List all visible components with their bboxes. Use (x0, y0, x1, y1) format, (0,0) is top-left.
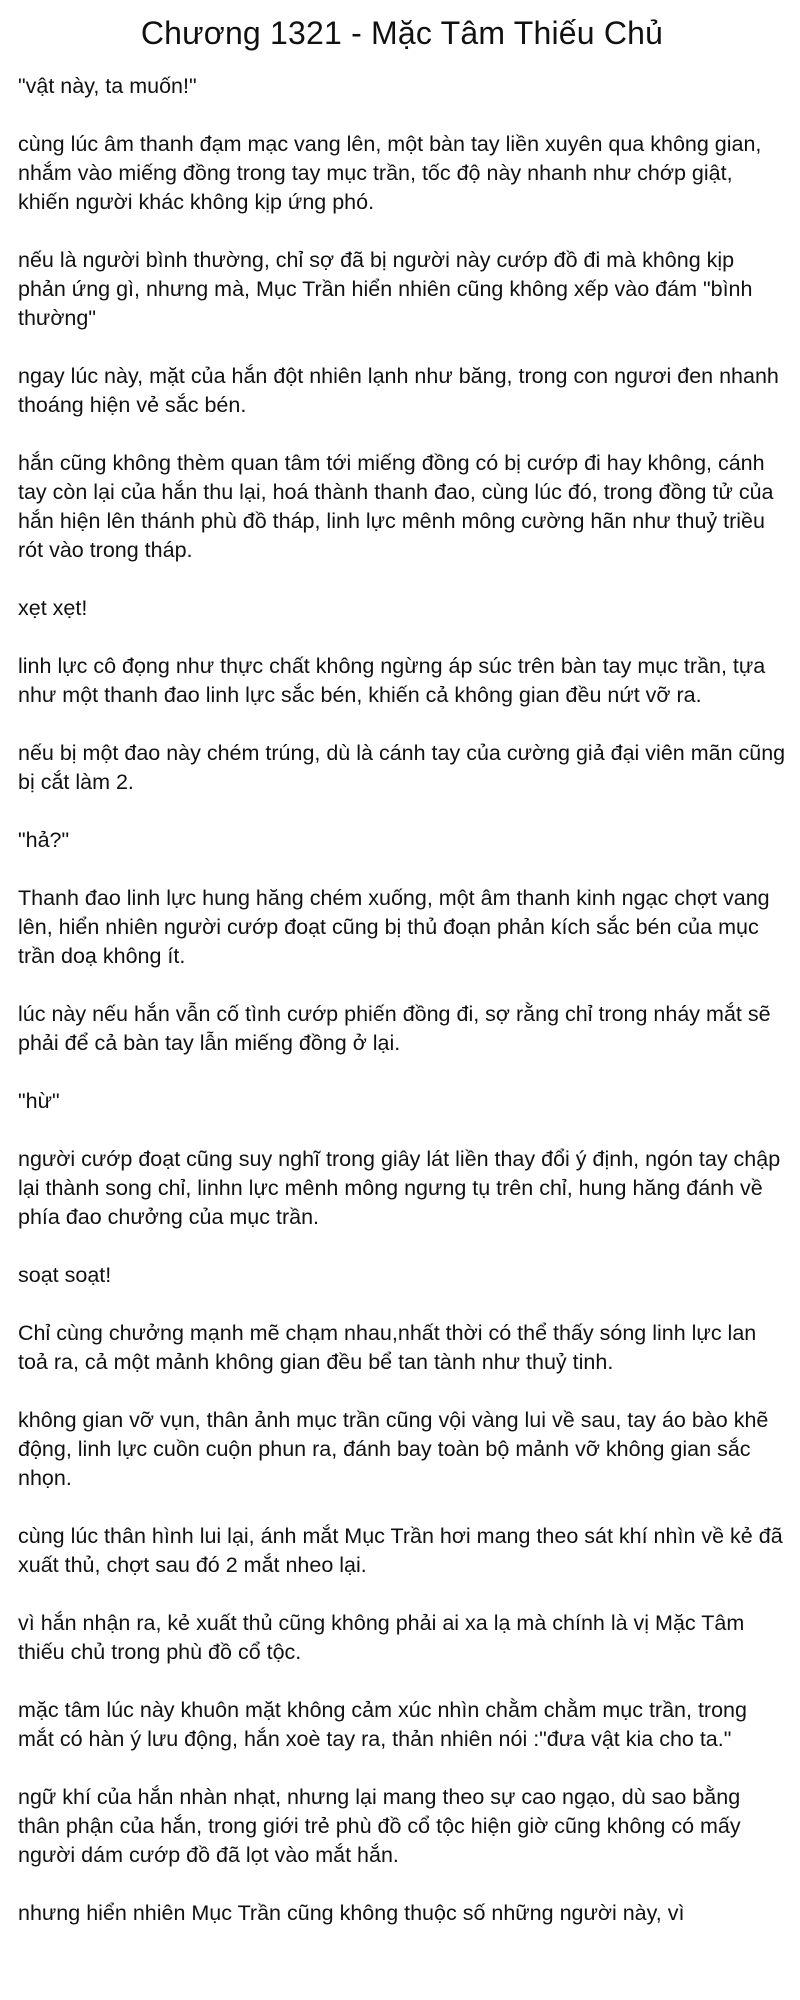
paragraph: soạt soạt! (18, 1263, 112, 1287)
paragraph: "hả?" (18, 828, 70, 852)
paragraph: cùng lúc âm thanh đạm mạc vang lên, một bàn tay liền xuyên qua không gian, nhắm vào miếng đồng trong tay mục trần, tốc độ này nhanh như chớp giật, khiến người khác không kịp ứng phó. (18, 132, 762, 214)
paragraph: Chỉ cùng chưởng mạnh mẽ chạm nhau,nhất thời có thể thấy sóng linh lực lan toả ra, cả một mảnh không gian đều bể tan tành như thuỷ tinh. (18, 1321, 757, 1374)
paragraph: cùng lúc thân hình lui lại, ánh mắt Mục Trần hơi mang theo sát khí nhìn về kẻ đã xuất thủ, chợt sau đó 2 mắt nheo lại. (18, 1524, 783, 1577)
paragraph: xẹt xẹt! (18, 596, 88, 620)
paragraph: "hừ" (18, 1089, 60, 1113)
paragraph: vì hắn nhận ra, kẻ xuất thủ cũng không phải ai xa lạ mà chính là vị Mặc Tâm thiếu chủ trong phù đồ cổ tộc. (18, 1611, 745, 1664)
paragraph: nhưng hiển nhiên Mục Trần cũng không thuộc số những người này, vì (18, 1901, 685, 1925)
paragraph: không gian vỡ vụn, thân ảnh mục trần cũng vội vàng lui về sau, tay áo bào khẽ động, linh lực cuồn cuộn phun ra, đánh bay toàn bộ mảnh vỡ không gian sắc nhọn. (18, 1408, 769, 1490)
paragraph: mặc tâm lúc này khuôn mặt không cảm xúc nhìn chằm chằm mục trần, trong mắt có hàn ý lưu động, hắn xoè tay ra, thản nhiên nói :"đưa vật kia cho ta." (18, 1698, 747, 1751)
paragraph: hắn cũng không thèm quan tâm tới miếng đồng có bị cướp đi hay không, cánh tay còn lại của hắn thu lại, hoá thành thanh đao, cùng lúc đó, trong đồng tử của hắn hiện lên thánh phù đồ tháp, linh lực mênh mông cường hãn như thuỷ triều rót vào trong tháp. (18, 451, 774, 562)
paragraph: người cướp đoạt cũng suy nghĩ trong giây lát liền thay đổi ý định, ngón tay chập lại thành song chỉ, linhn lực mênh mông ngưng tụ trên chỉ, hung hăng đánh về phía đao chưởng của mục trần. (18, 1147, 781, 1229)
chapter-body (18, 72, 786, 1928)
paragraph: "vật này, ta muốn!" (18, 74, 197, 98)
paragraph: nếu bị một đao này chém trúng, dù là cánh tay của cường giả đại viên mãn cũng bị cắt làm 2. (18, 741, 786, 794)
paragraph: Thanh đao linh lực hung hăng chém xuống, một âm thanh kinh ngạc chợt vang lên, hiển nhiên người cướp đoạt cũng bị thủ đoạn phản kích sắc bén của mục trần doạ không ít. (18, 886, 770, 968)
paragraph: nếu là người bình thường, chỉ sợ đã bị người này cướp đồ đi mà không kịp phản ứng gì, nhưng mà, Mục Trần hiển nhiên cũng không xếp vào đám "bình thường" (18, 248, 753, 330)
paragraph: linh lực cô đọng như thực chất không ngừng áp súc trên bàn tay mục trần, tựa như một thanh đao linh lực sắc bén, khiến cả không gian đều nứt vỡ ra. (18, 654, 766, 707)
paragraph: ngữ khí của hắn nhàn nhạt, nhưng lại mang theo sự cao ngạo, dù sao bằng thân phận của hắn, trong giới trẻ phù đồ cổ tộc hiện giờ cũng không có mấy người dám cướp đồ đã lọt vào mắt hắn. (18, 1785, 741, 1867)
chapter-title: Chương 1321 - Mặc Tâm Thiếu Chủ (140, 15, 664, 51)
paragraph: lúc này nếu hắn vẫn cố tình cướp phiến đồng đi, sợ rằng chỉ trong nháy mắt sẽ phải để cả bàn tay lẫn miếng đồng ở lại. (18, 1002, 771, 1055)
paragraph: ngay lúc này, mặt của hắn đột nhiên lạnh như băng, trong con ngươi đen nhanh thoáng hiện vẻ sắc bén. (18, 364, 779, 417)
